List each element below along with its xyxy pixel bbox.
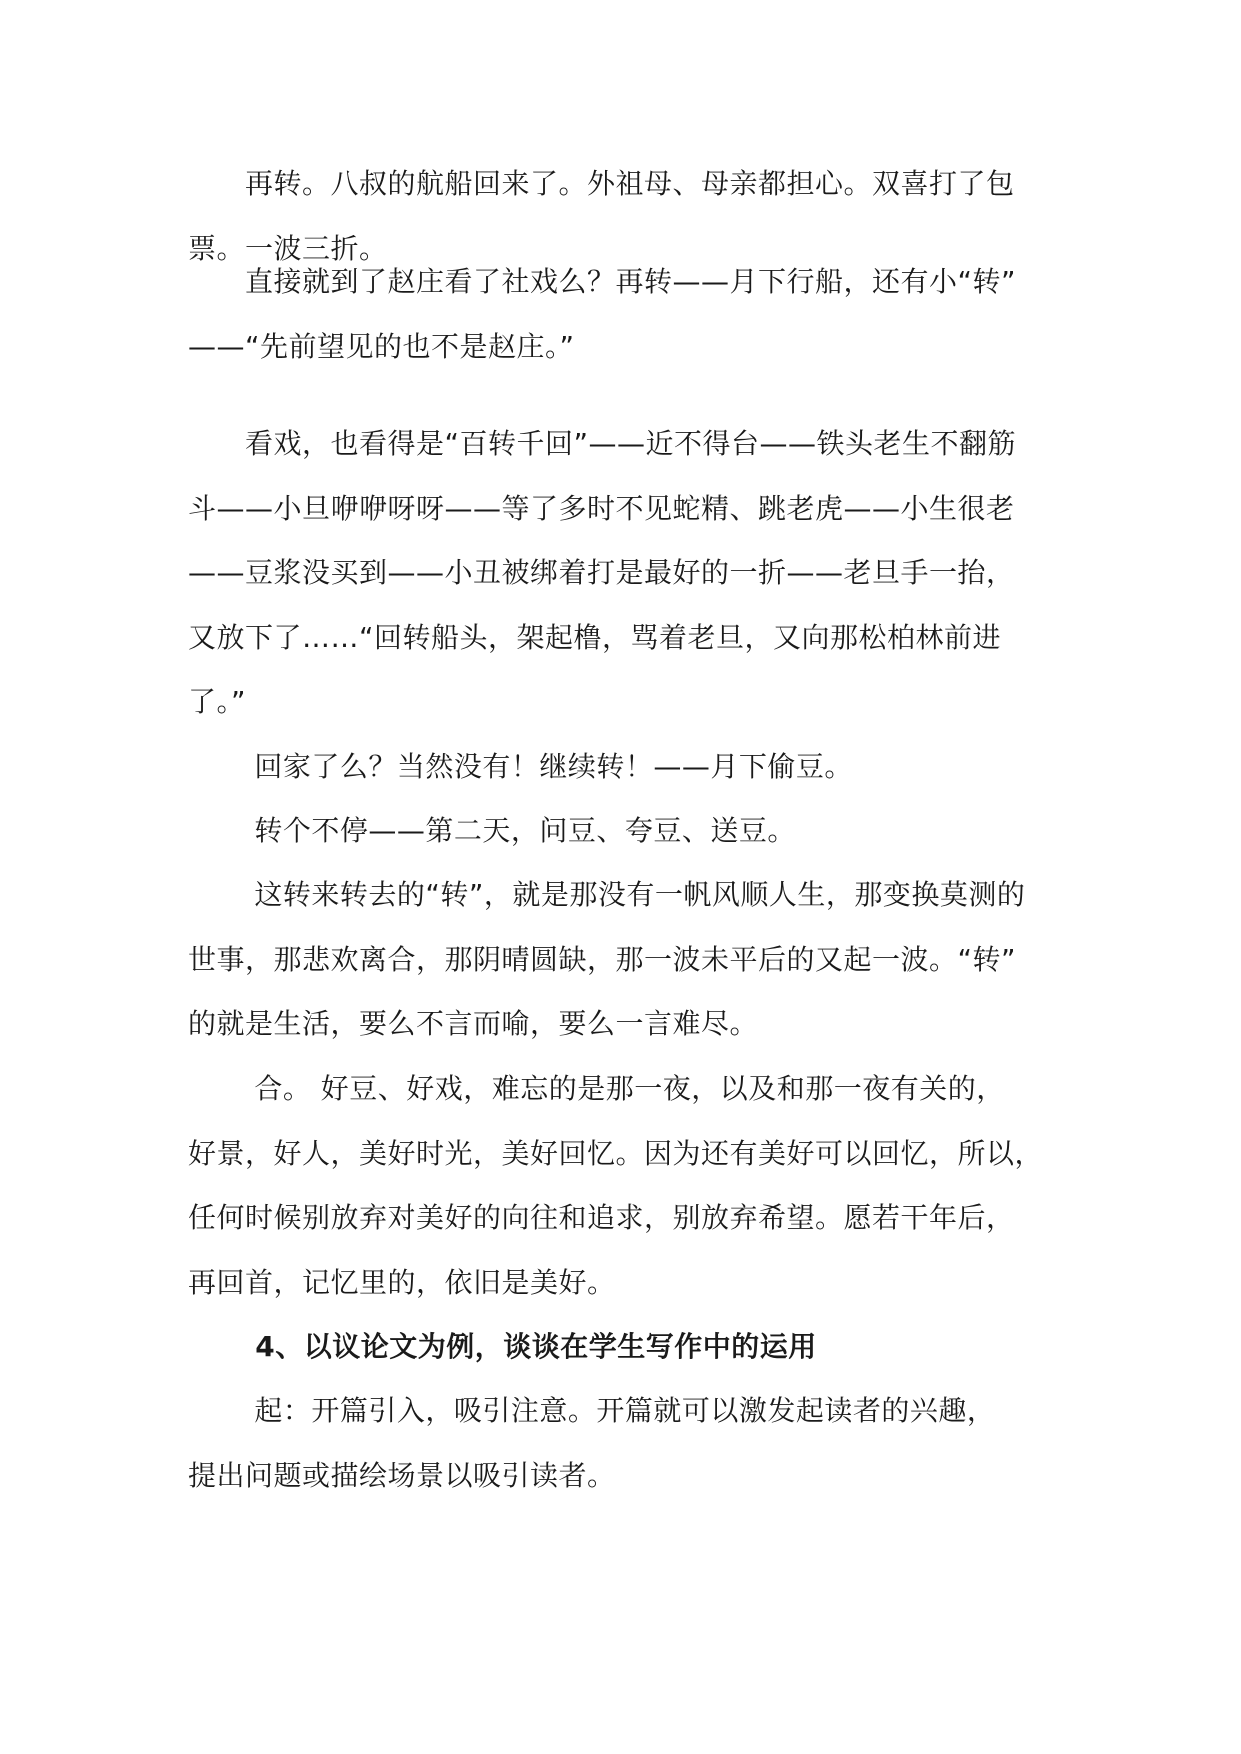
paragraph-6: [188, 863, 1088, 1057]
text-line: 直接就到了赵庄看了社戏么？再转——月下行船，还有小“转”: [188, 265, 1017, 298]
text-line: 世事，那悲欢离合，那阴晴圆缺，那一波未平后的又起一波。“转”: [188, 942, 1017, 976]
text-line: 回家了么？当然没有！继续转！——月下偷豆。: [188, 750, 853, 783]
text-line: ——豆浆没买到——小丑被绑着打是最好的一折——老旦手一抬，: [188, 556, 1015, 589]
paragraph-3: [188, 412, 1088, 735]
paragraph-4: [188, 735, 1088, 800]
paragraph-5: [188, 799, 1088, 864]
section-heading: [188, 1315, 1088, 1380]
text-line: 看戏，也看得是“百转千回”——近不得台——铁头老生不翻筋: [188, 427, 1017, 460]
text-line: 转个不停——第二天，问豆、夸豆、送豆。: [188, 814, 796, 847]
text-line: 又放下了……“回转船头，架起橹，骂着老旦，又向那松柏林前进: [188, 620, 1002, 654]
text-line: 这转来转去的“转”，就是那没有一帆风顺人生，那变换莫测的: [188, 878, 1026, 911]
text-line: 斗——小旦咿咿呀呀——等了多时不见蛇精、跳老虎——小生很老: [188, 491, 1015, 525]
text-line: ——“先前望见的也不是赵庄。”: [188, 329, 575, 363]
text-line: 任何时候别放弃对美好的向往和追求，别放弃希望。愿若干年后，: [188, 1201, 1015, 1234]
text-line: 再转。八叔的航船回来了。外祖母、母亲都担心。双喜打了包: [188, 167, 1015, 200]
text-line: 合。 好豆、好戏，难忘的是那一夜，以及和那一夜有关的，: [188, 1072, 1005, 1105]
text-line: 再回首，记忆里的，依旧是美好。: [188, 1265, 616, 1299]
text-line: 好景，好人，美好时光，美好回忆。因为还有美好可以回忆，所以，: [188, 1136, 1044, 1170]
text-line: 了。”: [188, 685, 247, 718]
text-line: 票。一波三折。: [188, 231, 388, 265]
text-line: 提出问题或描绘场景以吸引读者。: [188, 1458, 616, 1492]
text-line: 起：开篇引入，吸引注意。开篇就可以激发起读者的兴趣，: [188, 1394, 996, 1427]
paragraph-2: [188, 250, 1088, 379]
paragraph-7: [188, 1057, 1088, 1315]
heading-line: 4、以议论文为例，谈谈在学生写作中的运用: [188, 1330, 817, 1363]
text-line: 的就是生活，要么不言而喻，要么一言难尽。: [188, 1007, 759, 1040]
paragraph-8: [188, 1379, 1088, 1508]
